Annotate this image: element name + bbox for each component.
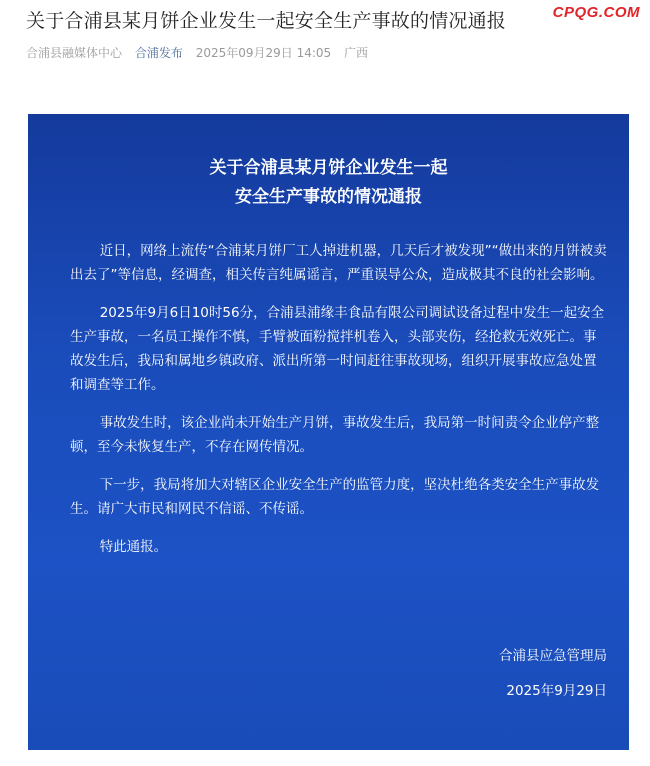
notice-paragraph: 2025年9月6日10时56分，合浦县浦缘丰食品有限公司调试设备过程中发生一起安全生产事故，一名员工操作不慎，手臂被面粉搅拌机卷入，头部夹伤，经抢救无效死亡。事故发生后，我局和属地乡镇政府、派出所第一时间赶往事故现场，组织开展事故应急处置和调查等工作。 — [70, 305, 605, 393]
meta-datetime: 2025年09月29日 14:05 — [195, 46, 332, 60]
meta-publisher-link[interactable]: 合浦发布 — [134, 46, 183, 60]
notice-date: 2025年9月29日 — [506, 683, 607, 699]
meta-region: 广西 — [344, 46, 369, 60]
notice-image — [28, 114, 629, 750]
notice-title-line2: 安全生产事故的情况通报 — [235, 187, 422, 207]
notice-title — [28, 154, 629, 212]
meta-source: 合浦县融媒体中心 — [26, 46, 123, 60]
notice-paragraph: 事故发生时，该企业尚未开始生产月饼，事故发生后，我局第一时间责令企业停产整顿，至今未恢复生产，不存在网传情况。 — [70, 415, 600, 455]
notice-body — [70, 239, 609, 573]
notice-paragraph: 下一步，我局将加大对辖区企业安全生产的监管力度，坚决杜绝各类安全生产事故发生。请广大市民和网民不信谣、不传谣。 — [70, 477, 600, 517]
notice-paragraph: 近日，网络上流传“合浦某月饼厂工人掉进机器，几天后才被发现”“做出来的月饼被卖出去了”等信息，经调查，相关传言纯属谣言，严重误导公众，造成极其不良的社会影响。 — [70, 243, 607, 283]
watermark-logo: CPQG.COM — [552, 4, 640, 21]
notice-signature — [499, 639, 607, 709]
notice-signer: 合浦县应急管理局 — [499, 648, 607, 664]
notice-title-line1: 关于合浦县某月饼企业发生一起 — [209, 158, 448, 178]
article-meta — [26, 44, 377, 61]
notice-paragraph: 特此通报。 — [99, 539, 168, 555]
article-title: 关于合浦县某月饼企业发生一起安全生产事故的情况通报 — [26, 10, 507, 32]
